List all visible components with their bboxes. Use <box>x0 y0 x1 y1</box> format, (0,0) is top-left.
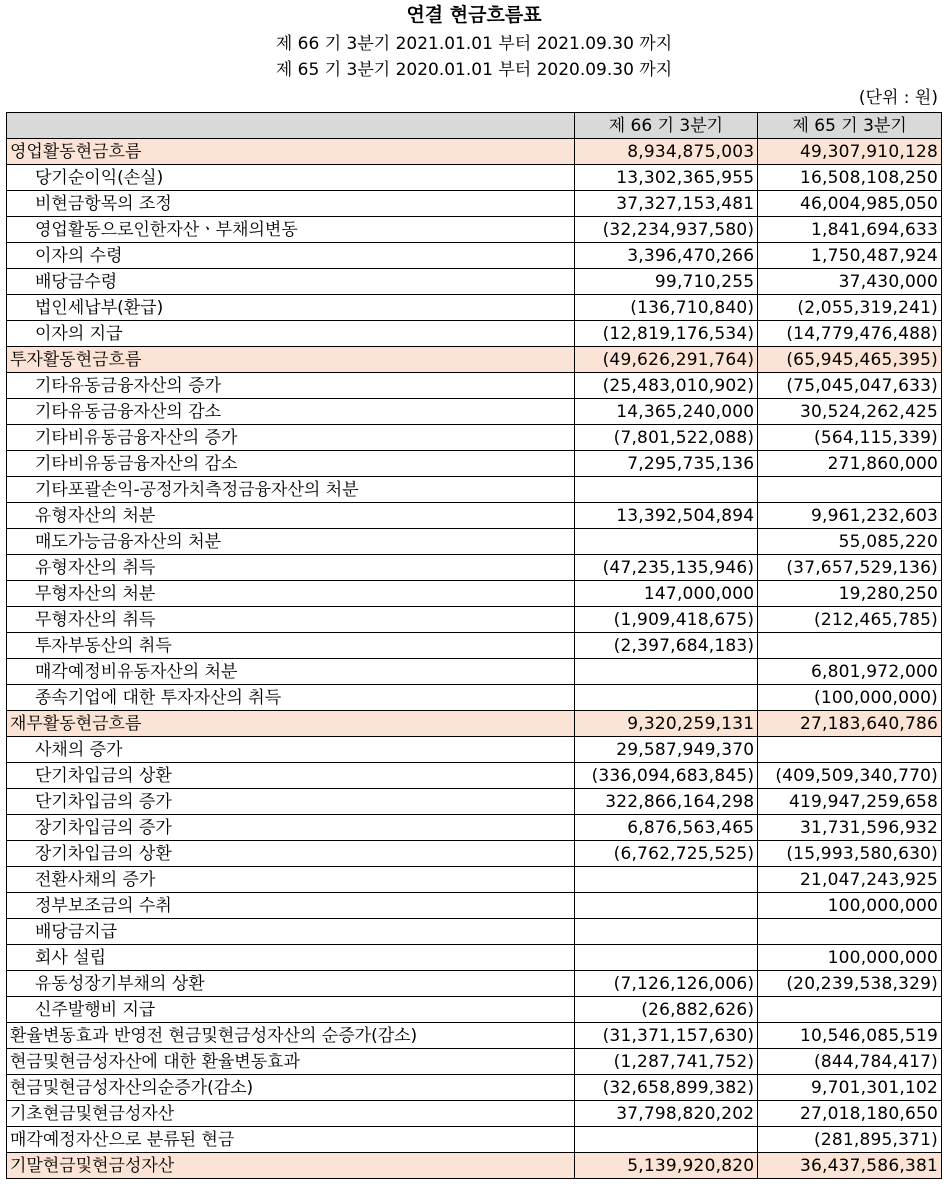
table-row <box>7 997 942 1023</box>
prior-period-value <box>758 997 942 1023</box>
current-period-value: 8,934,875,003 <box>574 139 758 165</box>
current-period-value: 5,139,920,820 <box>574 1153 758 1179</box>
row-label: 현금및현금성자산의순증가(감소) <box>7 1075 575 1101</box>
period-current: 제 66 기 3분기 2021.01.01 부터 2021.09.30 까지 <box>275 34 673 54</box>
current-period-value: (26,882,626) <box>574 997 758 1023</box>
row-label: 종속기업에 대한 투자자산의 취득 <box>7 685 575 711</box>
row-label: 무형자산의 처분 <box>7 581 575 607</box>
prior-period-value <box>758 737 942 763</box>
current-period-value: (25,483,010,902) <box>574 373 758 399</box>
statement-title: 연결 현금흐름표 <box>406 4 542 26</box>
table-row <box>7 1101 942 1127</box>
prior-period-value: 49,307,910,128 <box>758 139 942 165</box>
current-period-value: (6,762,725,525) <box>574 841 758 867</box>
period-prior: 제 65 기 3분기 2020.01.01 부터 2020.09.30 까지 <box>275 60 673 80</box>
prior-period-value: (65,945,465,395) <box>758 347 942 373</box>
row-label: 정부보조금의 수취 <box>7 893 575 919</box>
prior-period-value: 30,524,262,425 <box>758 399 942 425</box>
cash-flow-table <box>6 112 942 1179</box>
prior-period-value: (15,993,580,630) <box>758 841 942 867</box>
table-row <box>7 841 942 867</box>
current-period-value: 37,327,153,481 <box>574 191 758 217</box>
prior-period-value: 21,047,243,925 <box>758 867 942 893</box>
row-label: 기초현금및현금성자산 <box>7 1101 575 1127</box>
row-label: 재무활동현금흐름 <box>7 711 575 737</box>
table-row <box>7 217 942 243</box>
current-period-value: 37,798,820,202 <box>574 1101 758 1127</box>
table-row <box>7 763 942 789</box>
current-period-value: 13,392,504,894 <box>574 503 758 529</box>
prior-period-value: 31,731,596,932 <box>758 815 942 841</box>
table-row <box>7 191 942 217</box>
row-label: 기타유동금융자산의 증가 <box>7 373 575 399</box>
row-label: 영업활동으로인한자산ㆍ부채의변동 <box>7 217 575 243</box>
table-header-row <box>7 113 942 139</box>
prior-period-value: 100,000,000 <box>758 893 942 919</box>
table-row <box>7 321 942 347</box>
row-label: 단기차입금의 상환 <box>7 763 575 789</box>
prior-period-value: 6,801,972,000 <box>758 659 942 685</box>
row-label: 현금및현금성자산에 대한 환율변동효과 <box>7 1049 575 1075</box>
prior-period-value: 419,947,259,658 <box>758 789 942 815</box>
row-label: 이자의 지급 <box>7 321 575 347</box>
table-row <box>7 555 942 581</box>
prior-period-value: 46,004,985,050 <box>758 191 942 217</box>
current-period-value <box>574 945 758 971</box>
table-row <box>7 633 942 659</box>
current-period-value: (31,371,157,630) <box>574 1023 758 1049</box>
row-label: 기타비유동금융자산의 증가 <box>7 425 575 451</box>
table-row <box>7 971 942 997</box>
row-label: 유형자산의 취득 <box>7 555 575 581</box>
prior-period-value: (2,055,319,241) <box>758 295 942 321</box>
current-period-value: (2,397,684,183) <box>574 633 758 659</box>
table-row <box>7 737 942 763</box>
row-label: 비현금항목의 조정 <box>7 191 575 217</box>
current-period-value: (336,094,683,845) <box>574 763 758 789</box>
section-row <box>7 711 942 737</box>
current-period-value: 147,000,000 <box>574 581 758 607</box>
prior-period-value: (75,045,047,633) <box>758 373 942 399</box>
table-row <box>7 477 942 503</box>
row-label: 장기차입금의 증가 <box>7 815 575 841</box>
current-period-value <box>574 893 758 919</box>
prior-period-value: 1,841,694,633 <box>758 217 942 243</box>
table-row <box>7 503 942 529</box>
table-row <box>7 659 942 685</box>
row-label: 매도가능금융자산의 처분 <box>7 529 575 555</box>
prior-period-value: (281,895,371) <box>758 1127 942 1153</box>
section-row <box>7 347 942 373</box>
prior-period-value: 36,437,586,381 <box>758 1153 942 1179</box>
prior-period-value: 9,961,232,603 <box>758 503 942 529</box>
unit-label: (단위 : 원) <box>858 88 938 108</box>
current-period-value: 3,396,470,266 <box>574 243 758 269</box>
table-row <box>7 1127 942 1153</box>
row-label: 유동성장기부채의 상환 <box>7 971 575 997</box>
current-period-value <box>574 659 758 685</box>
prior-period-value: 55,085,220 <box>758 529 942 555</box>
current-period-value: 99,710,255 <box>574 269 758 295</box>
row-label: 회사 설립 <box>7 945 575 971</box>
table-row <box>7 399 942 425</box>
prior-period-value: 27,018,180,650 <box>758 1101 942 1127</box>
prior-period-value: 271,860,000 <box>758 451 942 477</box>
prior-period-value: (37,657,529,136) <box>758 555 942 581</box>
prior-period-value <box>758 633 942 659</box>
current-period-value: 29,587,949,370 <box>574 737 758 763</box>
row-label: 장기차입금의 상환 <box>7 841 575 867</box>
prior-period-value <box>758 477 942 503</box>
table-row <box>7 581 942 607</box>
table-row <box>7 243 942 269</box>
current-period-value: 322,866,164,298 <box>574 789 758 815</box>
current-period-value <box>574 477 758 503</box>
current-period-value: (49,626,291,764) <box>574 347 758 373</box>
current-period-value <box>574 685 758 711</box>
current-period-value: 14,365,240,000 <box>574 399 758 425</box>
table-row <box>7 165 942 191</box>
row-label: 환율변동효과 반영전 현금및현금성자산의 순증가(감소) <box>7 1023 575 1049</box>
row-label: 투자부동산의 취득 <box>7 633 575 659</box>
prior-period-value: 1,750,487,924 <box>758 243 942 269</box>
row-label: 유형자산의 처분 <box>7 503 575 529</box>
prior-period-value: (212,465,785) <box>758 607 942 633</box>
table-row <box>7 451 942 477</box>
prior-period-value: (20,239,538,329) <box>758 971 942 997</box>
row-label: 매각예정자산으로 분류된 현금 <box>7 1127 575 1153</box>
row-label: 기말현금및현금성자산 <box>7 1153 575 1179</box>
table-body <box>7 139 942 1179</box>
current-period-value: 7,295,735,136 <box>574 451 758 477</box>
prior-period-value: (564,115,339) <box>758 425 942 451</box>
prior-period-value: 19,280,250 <box>758 581 942 607</box>
prior-period-value: 27,183,640,786 <box>758 711 942 737</box>
current-period-value <box>574 919 758 945</box>
row-label: 기타유동금융자산의 감소 <box>7 399 575 425</box>
row-label: 이자의 수령 <box>7 243 575 269</box>
prior-period-value: 100,000,000 <box>758 945 942 971</box>
table-row <box>7 815 942 841</box>
table-row <box>7 789 942 815</box>
row-label: 기타비유동금융자산의 감소 <box>7 451 575 477</box>
current-period-value: (7,126,126,006) <box>574 971 758 997</box>
current-period-value: 6,876,563,465 <box>574 815 758 841</box>
prior-period-value <box>758 919 942 945</box>
current-period-value: (47,235,135,946) <box>574 555 758 581</box>
current-period-value <box>574 529 758 555</box>
table-row <box>7 893 942 919</box>
row-label: 매각예정비유동자산의 처분 <box>7 659 575 685</box>
table-row <box>7 529 942 555</box>
row-label: 기타포괄손익-공정가치측정금융자산의 처분 <box>7 477 575 503</box>
row-label: 배당금지급 <box>7 919 575 945</box>
prior-period-value: (844,784,417) <box>758 1049 942 1075</box>
row-label: 전환사채의 증가 <box>7 867 575 893</box>
row-label: 신주발행비 지급 <box>7 997 575 1023</box>
current-period-value: (12,819,176,534) <box>574 321 758 347</box>
row-label: 사채의 증가 <box>7 737 575 763</box>
section-row <box>7 139 942 165</box>
current-period-value: (7,801,522,088) <box>574 425 758 451</box>
prior-period-value: 10,546,085,519 <box>758 1023 942 1049</box>
current-period-value <box>574 1127 758 1153</box>
header-current-period: 제 66 기 3분기 <box>574 113 758 139</box>
row-label: 배당금수령 <box>7 269 575 295</box>
prior-period-value: 9,701,301,102 <box>758 1075 942 1101</box>
section-row <box>7 1153 942 1179</box>
row-label: 영업활동현금흐름 <box>7 139 575 165</box>
prior-period-value: 16,508,108,250 <box>758 165 942 191</box>
table-row <box>7 607 942 633</box>
table-row <box>7 919 942 945</box>
table-row <box>7 945 942 971</box>
row-label: 투자활동현금흐름 <box>7 347 575 373</box>
table-row <box>7 1023 942 1049</box>
table-row <box>7 685 942 711</box>
table-row <box>7 867 942 893</box>
prior-period-value: (409,509,340,770) <box>758 763 942 789</box>
current-period-value: (1,909,418,675) <box>574 607 758 633</box>
table-row <box>7 269 942 295</box>
table-row <box>7 1075 942 1101</box>
current-period-value: 9,320,259,131 <box>574 711 758 737</box>
current-period-value: (32,234,937,580) <box>574 217 758 243</box>
table-row <box>7 295 942 321</box>
current-period-value: (136,710,840) <box>574 295 758 321</box>
prior-period-value: (100,000,000) <box>758 685 942 711</box>
current-period-value: (1,287,741,752) <box>574 1049 758 1075</box>
prior-period-value: 37,430,000 <box>758 269 942 295</box>
current-period-value <box>574 867 758 893</box>
current-period-value: 13,302,365,955 <box>574 165 758 191</box>
row-label: 무형자산의 취득 <box>7 607 575 633</box>
row-label: 당기순이익(손실) <box>7 165 575 191</box>
row-label: 단기차입금의 증가 <box>7 789 575 815</box>
current-period-value: (32,658,899,382) <box>574 1075 758 1101</box>
row-label: 법인세납부(환급) <box>7 295 575 321</box>
prior-period-value: (14,779,476,488) <box>758 321 942 347</box>
table-row <box>7 1049 942 1075</box>
table-row <box>7 425 942 451</box>
header-label <box>7 113 575 139</box>
header-prior-period: 제 65 기 3분기 <box>758 113 942 139</box>
table-row <box>7 373 942 399</box>
